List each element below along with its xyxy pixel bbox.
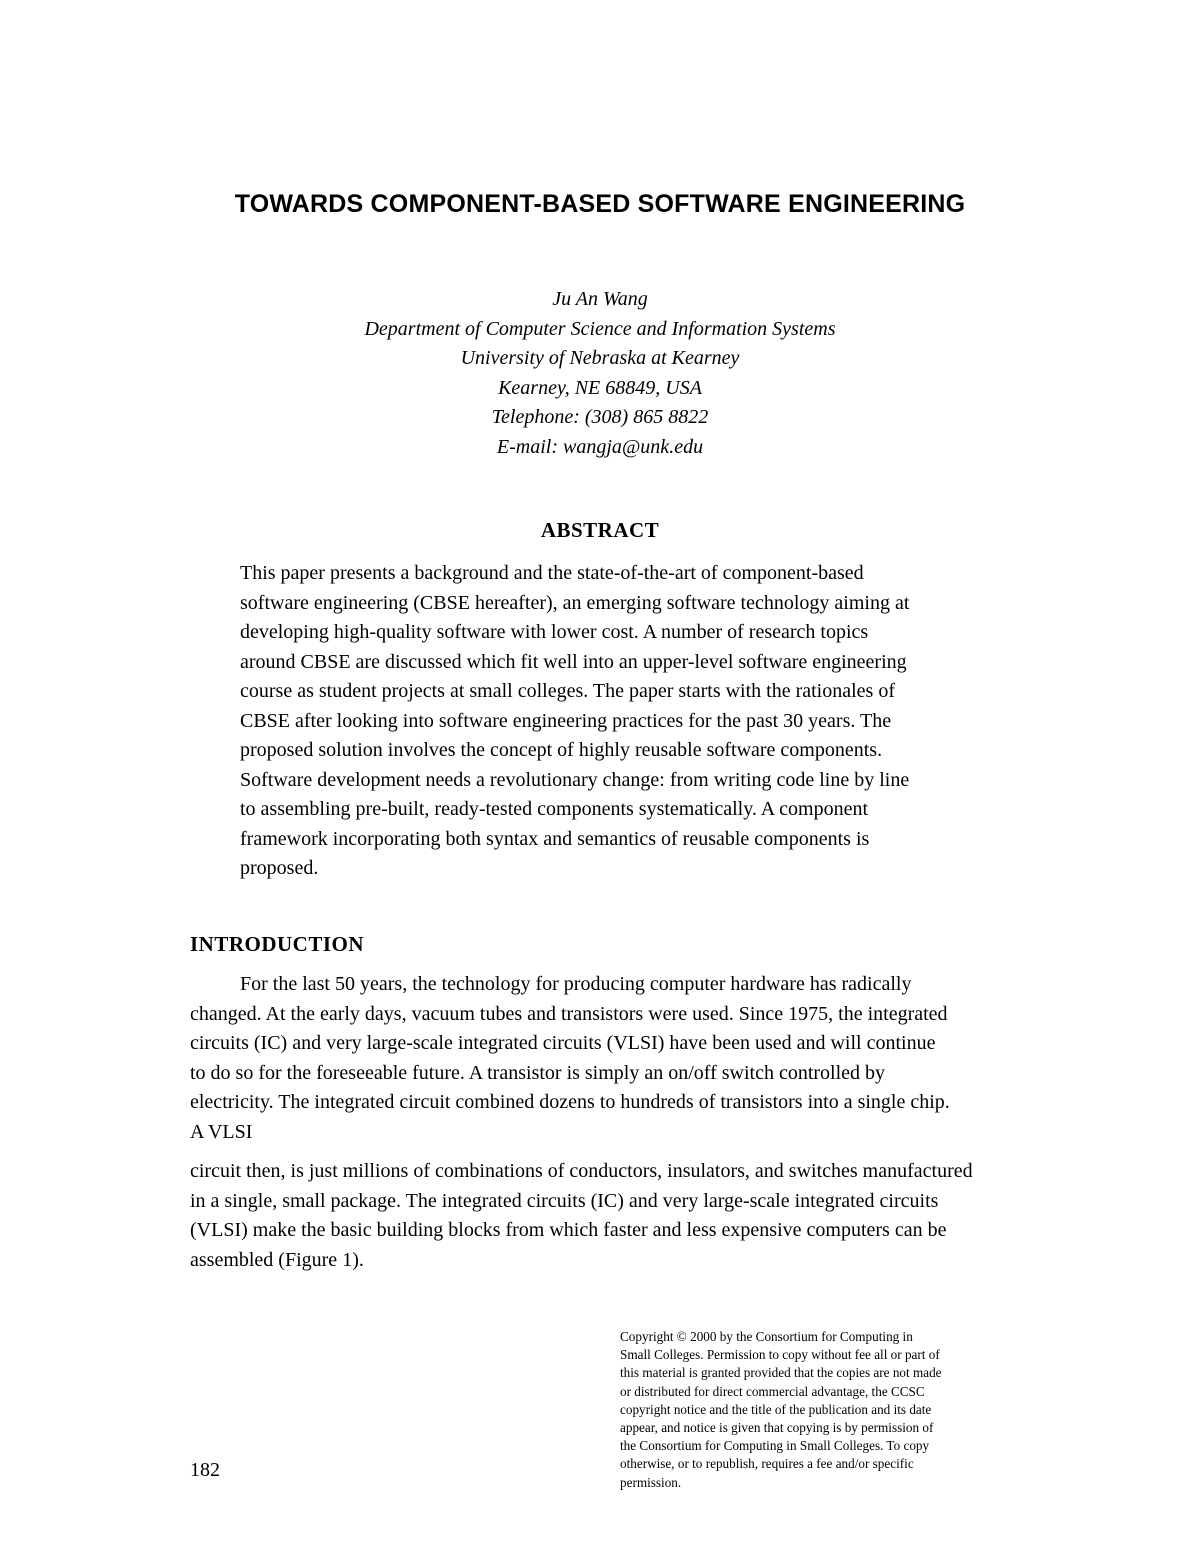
introduction-line: A VLSI [190,1120,253,1143]
introduction-continued [190,1157,1012,1275]
abstract-line: This paper presents a background and the state-of-the-art of component-based [240,562,864,584]
page-number: 182 [190,1459,220,1481]
introduction-line: assembled (Figure 1). [190,1248,364,1271]
abstract-heading: ABSTRACT [540,518,660,542]
abstract-line: to assembling pre-built, ready-tested components systematically. A component [240,798,869,820]
author-university: University of Nebraska at Kearney [460,347,740,369]
author-address: Kearney, NE 68849, USA [498,376,702,399]
copyright-line: copyright notice and the title of the publication and its date [620,1401,932,1417]
introduction-body [190,970,1012,1147]
abstract-line: Software development needs a revolutionary change: from writing code line by line [240,768,910,791]
abstract-line: CBSE after looking into software engineering practices for the past 30 years. The [240,709,892,732]
introduction-line: (VLSI) make the basic building blocks from which faster and less expensive computers can be [190,1219,947,1241]
introduction-line: changed. At the early days, vacuum tubes and transistors were used. Since 1975, the integrated [190,1002,948,1025]
copyright-line: otherwise, or to republish, requires a fee and/or specific [620,1456,914,1472]
abstract-line: around CBSE are discussed which fit well into an upper-level software engineering [240,650,907,673]
introduction-line: in a single, small package. The integrated circuits (IC) and very large-scale integrated circuits [190,1189,939,1212]
introduction-line: circuit then, is just millions of combinations of conductors, insulators, and switches manufactured [190,1160,973,1182]
author-block [0,285,1200,462]
copyright-line: this material is granted provided that the copies are not made [620,1365,942,1381]
copyright-line: the Consortium for Computing in Small Colleges. To copy [620,1438,930,1454]
introduction-line: circuits (IC) and very large-scale integrated circuits (VLSI) have been used and will continue [190,1032,936,1054]
abstract-line: proposed. [240,857,319,879]
introduction-line: For the last 50 years, the technology for producing computer hardware has radically [240,973,912,995]
copyright-line: permission. [620,1474,682,1490]
introduction-heading: INTRODUCTION [190,932,365,956]
abstract-line: course as student projects at small colleges. The paper starts with the rationales of [240,680,895,702]
copyright-line: Small Colleges. Permission to copy without fee all or part of [620,1347,940,1363]
author-department: Department of Computer Science and Information Systems [364,317,836,340]
paper-title: TOWARDS COMPONENT-BASED SOFTWARE ENGINEERING [234,190,966,218]
author-name: Ju An Wang [552,288,648,310]
abstract-line: framework incorporating both syntax and semantics of reusable components is [240,827,870,850]
introduction-line: electricity. The integrated circuit combined dozens to hundreds of transistors into a single chip. [190,1091,950,1113]
author-email: E-mail: wangja@unk.edu [496,435,704,458]
copyright-line: Copyright © 2000 by the Consortium for Computing in [620,1329,913,1344]
abstract-body [240,559,962,884]
copyright-line: appear, and notice is given that copying is by permission of [620,1420,934,1436]
copyright-line: or distributed for direct commercial advantage, the CCSC [620,1383,925,1399]
abstract-line: developing high-quality software with lower cost. A number of research topics [240,621,869,643]
abstract-line: software engineering (CBSE hereafter), an emerging software technology aiming at [240,591,910,614]
introduction-line: to do so for the foreseeable future. A transistor is simply an on/off switch controlled by [190,1061,886,1084]
author-telephone: Telephone: (308) 865 8822 [491,406,709,428]
copyright-notice [620,1328,1008,1492]
abstract-line: proposed solution involves the concept of highly reusable software components. [240,739,883,761]
